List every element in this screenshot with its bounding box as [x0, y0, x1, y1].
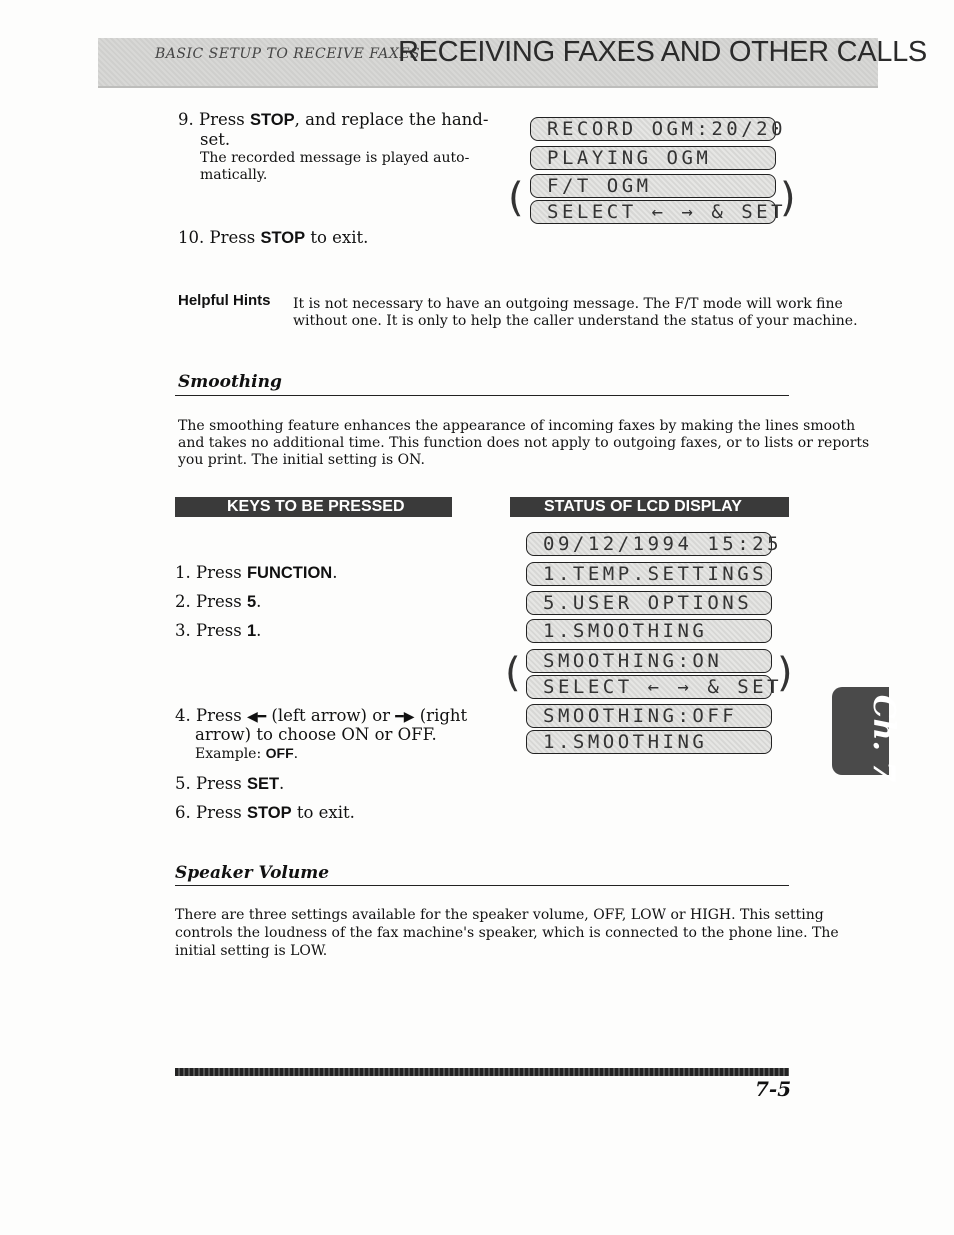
loop-left-bracket-icon: (: [505, 650, 521, 696]
chapter-title: RECEIVING FAXES AND OTHER CALLS: [398, 36, 927, 68]
step-number: 4.: [175, 706, 191, 725]
key-name: STOP: [249, 111, 295, 129]
smoothing-para-2: and takes no additional time. This function does not apply to outgoing faxes, or to lists or reports: [178, 435, 870, 451]
loop-left-bracket-icon: (: [508, 175, 524, 221]
example-label: Example:: [195, 746, 262, 762]
section-rule: [175, 395, 789, 396]
loop-right-bracket-icon: ): [777, 650, 793, 696]
lcd-record-ogm: RECORD OGM:20/20: [530, 117, 776, 141]
lcd-select-set: SELECT ← → & SET: [526, 675, 772, 699]
step-1: [175, 563, 337, 583]
speaker-para-3: initial setting is LOW.: [175, 943, 328, 959]
lcd-ft-ogm: F/T OGM: [530, 174, 776, 198]
hints-line-1: It is not necessary to have an outgoing message. The F/T mode will work fine: [293, 296, 843, 312]
step-number: 10.: [178, 228, 205, 247]
step-3: [175, 621, 261, 641]
chapter-tab-label: Ch. 7: [866, 694, 902, 783]
step-text: (right: [419, 706, 468, 725]
lcd-smoothing-on: SMOOTHING:ON: [526, 649, 772, 673]
speaker-para-2: controls the loudness of the fax machine's speaker, which is connected to the phone line. The: [175, 925, 839, 941]
step-text: Press: [196, 803, 242, 822]
step-text: Press: [196, 563, 242, 582]
step-4-cont: arrow) to choose ON or OFF.: [195, 725, 437, 744]
status-banner-text: STATUS OF LCD DISPLAY: [544, 498, 742, 515]
step-4: [175, 706, 467, 727]
header-section-label: BASIC SETUP TO RECEIVE FAXES: [155, 46, 421, 62]
section-rule: [175, 885, 789, 886]
step-number: 6.: [175, 803, 191, 822]
key-name: 5: [246, 593, 257, 611]
step-9-note-1: The recorded message is played auto-: [200, 150, 470, 166]
step-text: .: [293, 746, 299, 762]
step-text: , and replace the hand-: [294, 110, 489, 129]
smoothing-para-3: you print. The initial setting is ON.: [178, 452, 425, 468]
right-arrow-icon: ━▶: [395, 709, 415, 725]
step-text: .: [332, 563, 338, 582]
step-number: 5.: [175, 774, 191, 793]
lcd-smoothing-menu: 1.SMOOTHING: [526, 619, 772, 643]
status-banner: [510, 497, 789, 517]
smoothing-para-1: The smoothing feature enhances the appearance of incoming faxes by making the lines smooth: [178, 418, 856, 434]
key-name: SET: [246, 775, 280, 793]
keys-banner-text: KEYS TO BE PRESSED: [227, 498, 405, 515]
lcd-temp-settings: 1.TEMP.SETTINGS: [526, 562, 772, 586]
lcd-select-set: SELECT ← → & SET: [530, 200, 776, 224]
key-name: STOP: [260, 229, 306, 247]
footer-bar: [175, 1068, 789, 1076]
step-text: to exit.: [296, 803, 355, 822]
step-text: Press: [199, 110, 245, 129]
step-text: .: [256, 621, 262, 640]
helpful-hints-label: Helpful Hints: [178, 292, 271, 309]
step-text: (left arrow) or: [271, 706, 391, 725]
speaker-volume-title: Speaker Volume: [175, 863, 330, 883]
lcd-smoothing-off: SMOOTHING:OFF: [526, 704, 772, 728]
smoothing-title: Smoothing: [178, 372, 282, 392]
loop-right-bracket-icon: ): [780, 175, 796, 221]
step-number: 3.: [175, 621, 191, 640]
step-number: 9.: [178, 110, 194, 129]
lcd-user-options: 5.USER OPTIONS: [526, 591, 772, 615]
step-text: Press: [196, 774, 242, 793]
key-name: OFF: [265, 745, 294, 761]
page-number: 7-5: [755, 1077, 792, 1101]
left-arrow-icon: ◀━: [246, 709, 267, 725]
lcd-playing-ogm: PLAYING OGM: [530, 146, 776, 170]
step-4-example: [195, 745, 298, 763]
step-9: [178, 110, 488, 130]
step-text: Press: [196, 706, 242, 725]
step-number: 1.: [175, 563, 191, 582]
step-text: .: [256, 592, 262, 611]
lcd-date-time: 09/12/1994 15:25: [526, 532, 772, 556]
hints-line-2: without one. It is only to help the caller understand the status of your machine.: [293, 313, 858, 329]
keys-banner: [175, 497, 452, 517]
speaker-para-1: There are three settings available for the speaker volume, OFF, LOW or HIGH. This setting: [175, 907, 824, 923]
step-text: to exit.: [310, 228, 369, 247]
key-name: 1: [246, 622, 257, 640]
step-text: Press: [209, 228, 256, 247]
lcd-smoothing-menu-return: 1.SMOOTHING: [526, 730, 772, 754]
step-9-note-2: matically.: [200, 167, 268, 183]
step-text: .: [279, 774, 285, 793]
step-2: [175, 592, 261, 612]
step-9-cont: set.: [200, 130, 231, 149]
step-5: [175, 774, 284, 794]
key-name: FUNCTION: [246, 564, 333, 582]
key-name: STOP: [246, 804, 292, 822]
step-10: [178, 228, 368, 248]
chapter-tab: [832, 687, 902, 783]
step-6: [175, 803, 355, 823]
step-number: 2.: [175, 592, 191, 611]
step-text: Press: [196, 592, 242, 611]
step-text: Press: [196, 621, 242, 640]
